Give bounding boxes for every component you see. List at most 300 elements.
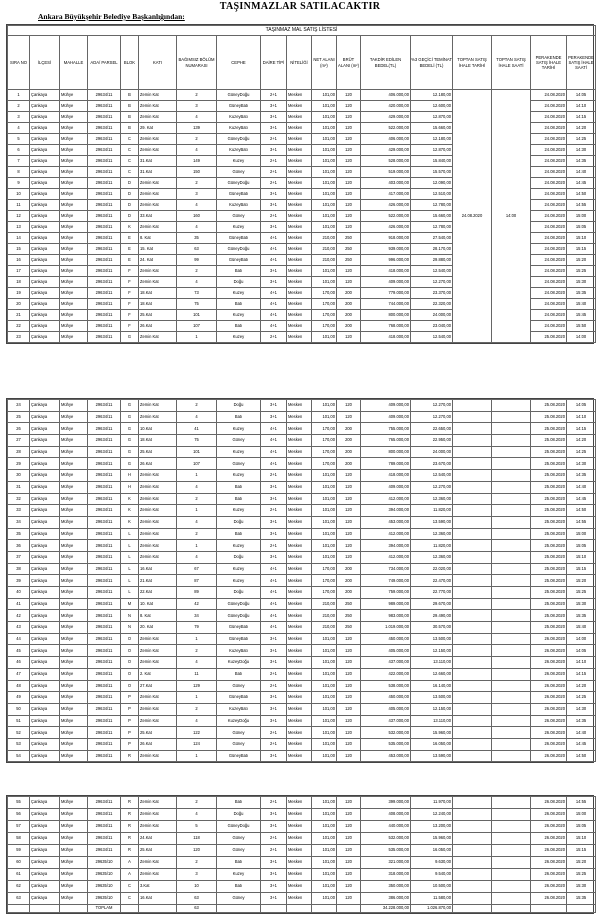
table-cell: 25.08.2020 bbox=[531, 563, 567, 575]
table-cell: Zemin Kat bbox=[139, 266, 177, 277]
table-cell: Mühye bbox=[60, 233, 88, 244]
table-cell: 453.000,00 bbox=[361, 516, 411, 528]
table-cell: 14:45 bbox=[567, 738, 596, 750]
table-cell: 101,00 bbox=[312, 222, 337, 233]
table-cell: 41 bbox=[8, 598, 30, 610]
table-cell: 120 bbox=[177, 845, 217, 857]
table-cell: 170,00 bbox=[312, 288, 337, 299]
table-cell: O bbox=[121, 657, 139, 669]
empty-cell bbox=[453, 400, 492, 412]
table-cell: GüneyBatı bbox=[217, 101, 261, 112]
table-cell: 4+1 bbox=[261, 446, 287, 458]
table-cell: GüneyBatı bbox=[217, 692, 261, 704]
table-cell: 26 bbox=[8, 423, 30, 435]
table-cell: Mühye bbox=[60, 622, 88, 634]
empty-cell bbox=[492, 622, 531, 634]
table-cell: 101 bbox=[177, 310, 217, 321]
table-cell: 14:10 bbox=[567, 101, 596, 112]
table-cell: 25.08.2020 bbox=[531, 528, 567, 540]
empty-cell bbox=[492, 657, 531, 669]
table-cell: 418.000,00 bbox=[361, 470, 411, 482]
table-cell: Çankaya bbox=[30, 893, 60, 905]
table-cell: Çankaya bbox=[30, 598, 60, 610]
table-cell: 120 bbox=[337, 857, 361, 869]
table-cell: 120 bbox=[337, 493, 361, 505]
table-title: TAŞINMAZ MAL SATIŞ LİSTESİ bbox=[8, 26, 596, 36]
table-cell: 3 bbox=[8, 112, 30, 123]
table-cell: 3+1 bbox=[261, 657, 287, 669]
table-cell: Çankaya bbox=[30, 587, 60, 599]
table-cell: 120 bbox=[337, 881, 361, 893]
table-cell: 15:15 bbox=[567, 244, 596, 255]
empty-cell bbox=[453, 881, 492, 893]
table-cell: 3+1 bbox=[261, 481, 287, 493]
table-cell: 14:40 bbox=[567, 481, 596, 493]
empty-cell bbox=[492, 505, 531, 517]
table-cell: 170,00 bbox=[312, 299, 337, 310]
table-cell: 107 bbox=[177, 458, 217, 470]
table-cell: Çankaya bbox=[30, 493, 60, 505]
table-cell: 15:10 bbox=[567, 833, 596, 845]
table-cell: C bbox=[121, 881, 139, 893]
table-cell: 4+1 bbox=[261, 244, 287, 255]
table-cell: 14:00 bbox=[567, 633, 596, 645]
table-cell: 101 bbox=[177, 446, 217, 458]
table-cell: 3 bbox=[177, 189, 217, 200]
table-cell: Mesken bbox=[287, 715, 312, 727]
table-cell: 3+1 bbox=[261, 750, 287, 762]
empty-cell bbox=[453, 423, 492, 435]
sale-table-3 bbox=[7, 796, 596, 913]
empty-cell bbox=[492, 470, 531, 482]
table-row bbox=[8, 703, 596, 715]
table-cell: 4+1 bbox=[261, 255, 287, 266]
table-cell: 120 bbox=[337, 869, 361, 881]
table-cell: 29634/11 bbox=[88, 797, 121, 809]
empty-cell bbox=[492, 845, 531, 857]
table-cell: K bbox=[121, 222, 139, 233]
table-cell: Mesken bbox=[287, 123, 312, 134]
table-row bbox=[8, 551, 596, 563]
table-cell: Mühye bbox=[60, 123, 88, 134]
table-cell: 14 bbox=[8, 233, 30, 244]
table-cell: Zemin Kat bbox=[139, 645, 177, 657]
table-cell: 4+1 bbox=[261, 563, 287, 575]
table-cell: 14:10 bbox=[567, 411, 596, 423]
table-cell: 522.000,00 bbox=[361, 123, 411, 134]
table-row bbox=[8, 563, 596, 575]
table-cell: 200 bbox=[337, 575, 361, 587]
empty-cell bbox=[492, 857, 531, 869]
table-cell: Çankaya bbox=[30, 233, 60, 244]
table-cell: 120 bbox=[337, 134, 361, 145]
empty-cell bbox=[453, 470, 492, 482]
table-cell: 538.000,00 bbox=[361, 680, 411, 692]
empty-cell bbox=[217, 905, 261, 913]
table-cell: 535.000,00 bbox=[361, 845, 411, 857]
table-cell: Zemin Kat bbox=[139, 528, 177, 540]
table-cell: 450.000,00 bbox=[361, 633, 411, 645]
table-cell: Çankaya bbox=[30, 750, 60, 762]
table-cell: 75 bbox=[177, 435, 217, 447]
table-cell: 170,00 bbox=[312, 587, 337, 599]
table-cell: 12.510,00 bbox=[411, 189, 453, 200]
table-cell: 24.08.2020 bbox=[531, 145, 567, 156]
table-cell: 4 bbox=[177, 516, 217, 528]
table-cell: 321.000,00 bbox=[361, 857, 411, 869]
table-cell: 755.000,00 bbox=[361, 423, 411, 435]
table-cell: 22.650,00 bbox=[411, 423, 453, 435]
table-cell: 101,00 bbox=[312, 893, 337, 905]
table-cell: B bbox=[121, 123, 139, 134]
table-cell: 29634/11 bbox=[88, 255, 121, 266]
table-cell: Mühye bbox=[60, 633, 88, 645]
empty-cell bbox=[261, 905, 287, 913]
table-cell: 101,00 bbox=[312, 528, 337, 540]
table-cell: 3+1 bbox=[261, 266, 287, 277]
table-cell: 29634/11 bbox=[88, 112, 121, 123]
table-cell: KuzeyDoğu bbox=[217, 715, 261, 727]
table-cell: 437.000,00 bbox=[361, 657, 411, 669]
table-cell: Güney bbox=[217, 727, 261, 739]
table-row bbox=[8, 540, 596, 552]
table-cell: 14:50 bbox=[567, 189, 596, 200]
empty-cell bbox=[567, 905, 596, 913]
table-cell: 35 bbox=[177, 233, 217, 244]
table-cell: 170,00 bbox=[312, 458, 337, 470]
table-cell: 124 bbox=[177, 738, 217, 750]
table-cell: Çankaya bbox=[30, 540, 60, 552]
table-cell: 101,00 bbox=[312, 123, 337, 134]
table-cell: 13.200,00 bbox=[411, 821, 453, 833]
table-cell: 12.270,00 bbox=[411, 481, 453, 493]
table-cell: 15:30 bbox=[567, 598, 596, 610]
empty-cell bbox=[492, 575, 531, 587]
table-cell: 15:40 bbox=[567, 622, 596, 634]
table-cell: Mühye bbox=[60, 178, 88, 189]
table-cell: 3+1 bbox=[261, 869, 287, 881]
table-cell: Mesken bbox=[287, 222, 312, 233]
table-cell: 4+1 bbox=[261, 321, 287, 332]
table-cell: Çankaya bbox=[30, 178, 60, 189]
table-cell: Çankaya bbox=[30, 505, 60, 517]
table-cell: 101,00 bbox=[312, 112, 337, 123]
table-cell: 75 bbox=[177, 299, 217, 310]
table-cell: 250 bbox=[337, 233, 361, 244]
table-cell: 403.000,00 bbox=[361, 178, 411, 189]
table-cell: 24.000,00 bbox=[411, 310, 453, 321]
table-cell: 25.08.2020 bbox=[531, 587, 567, 599]
empty-cell bbox=[453, 703, 492, 715]
table-cell: 14:15 bbox=[567, 423, 596, 435]
empty-cell bbox=[492, 833, 531, 845]
table-cell: C bbox=[121, 893, 139, 905]
table-cell: Çankaya bbox=[30, 167, 60, 178]
table-cell: Çankaya bbox=[30, 528, 60, 540]
table-cell: 14:35 bbox=[567, 715, 596, 727]
empty-cell bbox=[492, 458, 531, 470]
table-cell: C bbox=[121, 145, 139, 156]
table-cell: Mühye bbox=[60, 435, 88, 447]
table-cell: 29634/11 bbox=[88, 222, 121, 233]
table-cell: 4+1 bbox=[261, 435, 287, 447]
table-cell: Mesken bbox=[287, 446, 312, 458]
total-teminat: 1.026.870,00 bbox=[411, 905, 453, 913]
table-cell: 101,00 bbox=[312, 750, 337, 762]
total-row bbox=[8, 905, 596, 913]
table-cell: 29634/11 bbox=[88, 821, 121, 833]
table-cell: C bbox=[121, 134, 139, 145]
table-cell: 50 bbox=[8, 703, 30, 715]
table-cell: 22.020,00 bbox=[411, 563, 453, 575]
table-cell: 16.Kat bbox=[139, 563, 177, 575]
empty-cell bbox=[287, 905, 312, 913]
table-cell: Mühye bbox=[60, 551, 88, 563]
table-cell: 9.630,00 bbox=[411, 857, 453, 869]
table-cell: 29. Kat bbox=[139, 123, 177, 134]
header-cell: BAĞIMSIZ BÖLÜM NUMARASI bbox=[177, 36, 217, 90]
table-cell: 29634/11 bbox=[88, 167, 121, 178]
table-cell: 18 bbox=[8, 277, 30, 288]
empty-cell bbox=[492, 563, 531, 575]
table-row bbox=[8, 470, 596, 482]
table-cell: Güney bbox=[217, 845, 261, 857]
table-cell: 29634/11 bbox=[88, 750, 121, 762]
table-cell: 10.Kat bbox=[139, 423, 177, 435]
table-cell: 29635/10 bbox=[88, 857, 121, 869]
table-cell: 200 bbox=[337, 299, 361, 310]
table-cell: 2+1 bbox=[261, 668, 287, 680]
table-cell: 12.150,00 bbox=[411, 703, 453, 715]
table-cell: 426.000,00 bbox=[361, 222, 411, 233]
table-cell: 29634/11 bbox=[88, 528, 121, 540]
total-bedel: 34.228.000,00 bbox=[361, 905, 411, 913]
table-cell: 200 bbox=[337, 321, 361, 332]
table-row bbox=[8, 645, 596, 657]
table-cell: 101,00 bbox=[312, 857, 337, 869]
table-cell: 120 bbox=[337, 222, 361, 233]
table-cell: Güney bbox=[217, 738, 261, 750]
table-cell: 15:20 bbox=[567, 575, 596, 587]
table-cell: 8. Kat bbox=[139, 233, 177, 244]
table-cell: 15:35 bbox=[567, 288, 596, 299]
table-cell: Mesken bbox=[287, 680, 312, 692]
table-cell: 29634/11 bbox=[88, 101, 121, 112]
table-cell: 417.000,00 bbox=[361, 189, 411, 200]
empty-cell bbox=[492, 797, 531, 809]
table-cell: 13.590,00 bbox=[411, 516, 453, 528]
table-cell: Mühye bbox=[60, 310, 88, 321]
table-cell: 31.Kat bbox=[139, 156, 177, 167]
table-cell: 101,00 bbox=[312, 470, 337, 482]
table-cell: 101,00 bbox=[312, 692, 337, 704]
table-cell: 24.08.2020 bbox=[531, 178, 567, 189]
table-cell: 59 bbox=[8, 845, 30, 857]
table-cell: 2+1 bbox=[261, 178, 287, 189]
header-cell: CEPHE bbox=[217, 36, 261, 90]
empty-cell bbox=[453, 610, 492, 622]
table-cell: 749.000,00 bbox=[361, 575, 411, 587]
table-cell: Çankaya bbox=[30, 715, 60, 727]
table-cell: 200 bbox=[337, 587, 361, 599]
table-cell: 18.Kat bbox=[139, 299, 177, 310]
table-cell: Çankaya bbox=[30, 797, 60, 809]
table-cell: 25.08.2020 bbox=[531, 446, 567, 458]
table-cell: 120 bbox=[337, 809, 361, 821]
table-cell: 422.000,00 bbox=[361, 668, 411, 680]
table-cell: Mühye bbox=[60, 156, 88, 167]
table-row bbox=[8, 411, 596, 423]
table-cell: P bbox=[121, 715, 139, 727]
table-cell: 14:55 bbox=[567, 797, 596, 809]
table-cell: 99 bbox=[177, 255, 217, 266]
table-cell: 25.08.2020 bbox=[531, 505, 567, 517]
table-cell: Kuzey bbox=[217, 222, 261, 233]
toptan-tarih-cell: 24.08.2020 bbox=[453, 90, 492, 343]
table-cell: Zemin Kat bbox=[139, 178, 177, 189]
table-cell: P bbox=[121, 692, 139, 704]
table-cell: O bbox=[121, 645, 139, 657]
table-cell: 412.000,00 bbox=[361, 528, 411, 540]
table-cell: 25.08.2020 bbox=[531, 400, 567, 412]
table-cell: 4+1 bbox=[261, 575, 287, 587]
empty-cell bbox=[492, 435, 531, 447]
table-cell: H bbox=[121, 470, 139, 482]
table-cell: 759.000,00 bbox=[361, 587, 411, 599]
table-cell: 58 bbox=[8, 833, 30, 845]
table-cell: 26.08.2020 bbox=[531, 738, 567, 750]
table-cell: 120 bbox=[337, 211, 361, 222]
table-cell: Çankaya bbox=[30, 446, 60, 458]
table-cell: Mühye bbox=[60, 715, 88, 727]
table-cell: Mühye bbox=[60, 668, 88, 680]
table-cell: 101,00 bbox=[312, 167, 337, 178]
table-cell: 29634/11 bbox=[88, 563, 121, 575]
table-cell: 149 bbox=[177, 156, 217, 167]
empty-cell bbox=[492, 516, 531, 528]
table-cell: Mesken bbox=[287, 857, 312, 869]
empty-cell bbox=[492, 869, 531, 881]
table-cell: K bbox=[121, 493, 139, 505]
table-cell: 101,00 bbox=[312, 178, 337, 189]
table-cell: 29634/11 bbox=[88, 516, 121, 528]
table-cell: 26.08.2020 bbox=[531, 668, 567, 680]
table-cell: Mühye bbox=[60, 112, 88, 123]
table-cell: P bbox=[121, 703, 139, 715]
table-cell: Mesken bbox=[287, 610, 312, 622]
table-cell: B bbox=[121, 90, 139, 101]
table-cell: Çankaya bbox=[30, 255, 60, 266]
table-cell: 9.540,00 bbox=[411, 869, 453, 881]
table-cell: Çankaya bbox=[30, 575, 60, 587]
table-cell: Mühye bbox=[60, 598, 88, 610]
table-cell: 12.540,00 bbox=[411, 332, 453, 343]
table-cell: Batı bbox=[217, 481, 261, 493]
table-cell: Mühye bbox=[60, 288, 88, 299]
table-cell: C bbox=[121, 156, 139, 167]
table-cell: Çankaya bbox=[30, 610, 60, 622]
table-row bbox=[8, 622, 596, 634]
table-cell: 14:15 bbox=[567, 668, 596, 680]
table-cell: Mesken bbox=[287, 332, 312, 343]
table-cell: 21 bbox=[8, 310, 30, 321]
table-cell: 14:20 bbox=[567, 680, 596, 692]
table-cell: Mesken bbox=[287, 809, 312, 821]
table-cell: L bbox=[121, 587, 139, 599]
table-cell: 29.490,00 bbox=[411, 610, 453, 622]
table-cell: 2+1 bbox=[261, 833, 287, 845]
empty-cell bbox=[492, 750, 531, 762]
table-cell: 18.Kat bbox=[139, 435, 177, 447]
table-cell: 29634/11 bbox=[88, 657, 121, 669]
table-cell: 24.08.2020 bbox=[531, 101, 567, 112]
table-cell: 11 bbox=[8, 200, 30, 211]
table-cell: 10. Kat bbox=[139, 598, 177, 610]
table-cell: Çankaya bbox=[30, 90, 60, 101]
table-cell: 14:30 bbox=[567, 703, 596, 715]
table-cell: 23.370,00 bbox=[411, 288, 453, 299]
table-row bbox=[8, 587, 596, 599]
table-cell: Mühye bbox=[60, 244, 88, 255]
table-cell: Kuzey bbox=[217, 423, 261, 435]
table-cell: Mesken bbox=[287, 277, 312, 288]
table-cell: 24.000,00 bbox=[411, 446, 453, 458]
table-cell: 25.08.2020 bbox=[531, 540, 567, 552]
empty-cell bbox=[492, 633, 531, 645]
table-cell: 29634/11 bbox=[88, 833, 121, 845]
table-cell: Mesken bbox=[287, 540, 312, 552]
empty-cell bbox=[492, 528, 531, 540]
table-cell: 101,00 bbox=[312, 633, 337, 645]
table-cell: Çankaya bbox=[30, 288, 60, 299]
table-cell: 3+1 bbox=[261, 633, 287, 645]
table-cell: Mesken bbox=[287, 321, 312, 332]
table-cell: KuzeyBatı bbox=[217, 145, 261, 156]
table-row bbox=[8, 668, 596, 680]
header-cell: TOPTAN SATIŞ İHALE TARİHİ bbox=[453, 36, 492, 90]
table-cell: Çankaya bbox=[30, 692, 60, 704]
table-cell: 29634/11 bbox=[88, 551, 121, 563]
empty-cell bbox=[492, 610, 531, 622]
empty-cell bbox=[453, 833, 492, 845]
table-cell: Kuzey bbox=[217, 310, 261, 321]
table-cell: 418.000,00 bbox=[361, 266, 411, 277]
table-cell: 15.660,00 bbox=[411, 123, 453, 134]
table-cell: 15.660,00 bbox=[411, 211, 453, 222]
table-cell: Doğu bbox=[217, 587, 261, 599]
table-cell: 27.540,00 bbox=[411, 233, 453, 244]
table-cell: 405.000,00 bbox=[361, 703, 411, 715]
table-cell: 2+1 bbox=[261, 470, 287, 482]
table-cell: Çankaya bbox=[30, 156, 60, 167]
table-cell: 29 bbox=[8, 458, 30, 470]
table-cell: 1 bbox=[177, 750, 217, 762]
table-cell: F bbox=[121, 266, 139, 277]
empty-cell bbox=[453, 505, 492, 517]
table-cell: G bbox=[121, 435, 139, 447]
table-cell: 29634/11 bbox=[88, 809, 121, 821]
table-page-3 bbox=[6, 795, 594, 914]
table-row bbox=[8, 738, 596, 750]
table-cell: Çankaya bbox=[30, 809, 60, 821]
table-cell: 2 bbox=[8, 101, 30, 112]
table-cell: 23.670,00 bbox=[411, 458, 453, 470]
header-cell: ADA/ PARSEL bbox=[88, 36, 121, 90]
table-cell: 118 bbox=[177, 833, 217, 845]
table-page-2 bbox=[6, 398, 594, 763]
table-cell: H bbox=[121, 481, 139, 493]
table-cell: 12.540,00 bbox=[411, 470, 453, 482]
